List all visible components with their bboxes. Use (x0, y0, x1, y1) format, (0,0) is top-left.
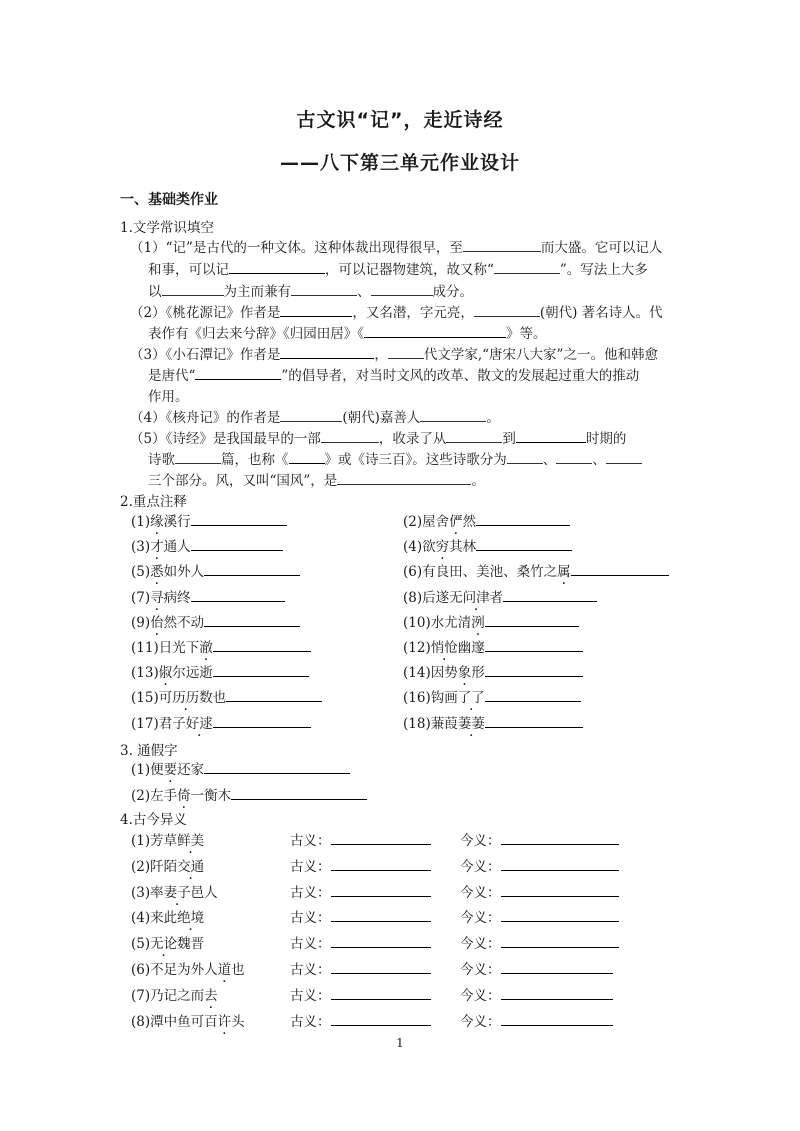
answer-blank[interactable] (280, 345, 374, 359)
q1-p5-line2: 诗歌 篇，也称《 》或《诗三百》。这些诗歌分为 、 、 (148, 448, 642, 468)
list-item: (6)有良田、美池、桑竹之属 (403, 560, 669, 580)
answer-blank[interactable] (191, 588, 285, 602)
jin-yi-field: 今义： (460, 881, 619, 901)
answer-blank[interactable] (291, 282, 357, 296)
answer-blank[interactable] (226, 688, 322, 702)
jin-yi-field: 今义： (460, 932, 619, 952)
answer-blank[interactable] (501, 908, 619, 922)
list-item: (13)俶尔远逝 (131, 661, 309, 681)
gu-yi-field: 古义： (290, 984, 431, 1004)
answer-blank[interactable] (280, 303, 352, 317)
list-item: (1)芳草鲜美 (131, 833, 205, 849)
answer-blank[interactable] (191, 537, 283, 551)
answer-blank[interactable] (195, 366, 281, 380)
list-item: (14)因势象形 (403, 661, 583, 681)
answer-blank[interactable] (474, 303, 540, 317)
answer-blank[interactable] (606, 450, 642, 464)
gu-yi-field: 古义： (290, 906, 431, 926)
jin-yi-field: 今义： (460, 1010, 613, 1030)
list-item: (4)来此绝境 (131, 910, 205, 927)
answer-blank[interactable] (213, 638, 311, 652)
list-item: (2)屋舍俨然 (403, 510, 570, 530)
list-item: (7)寻病终 (131, 586, 285, 606)
answer-blank[interactable] (204, 562, 300, 576)
list-item: (11)日光下澈 (131, 636, 311, 656)
answer-blank[interactable] (476, 537, 572, 551)
answer-blank[interactable] (446, 429, 502, 443)
jin-yi-field: 今义： (460, 855, 619, 875)
answer-blank[interactable] (364, 324, 506, 338)
answer-blank[interactable] (331, 934, 431, 948)
answer-blank[interactable] (463, 238, 541, 252)
list-item: (15)可历历数也 (131, 686, 322, 706)
answer-blank[interactable] (501, 960, 613, 974)
answer-blank[interactable] (388, 345, 424, 359)
list-item: (8)后遂无问津者 (403, 586, 597, 606)
list-item: (4)欲穷其林 (403, 535, 572, 555)
gu-yi-field: 古义： (290, 1010, 431, 1030)
answer-blank[interactable] (280, 408, 342, 422)
answer-blank[interactable] (501, 986, 613, 1000)
gu-yi-field: 古义： (290, 829, 431, 849)
jin-yi-field: 今义： (460, 984, 613, 1004)
answer-blank[interactable] (331, 908, 431, 922)
answer-blank[interactable] (331, 960, 431, 974)
answer-blank[interactable] (204, 613, 300, 627)
q1-heading: 1.文学常识填空 (120, 220, 214, 236)
answer-blank[interactable] (331, 1012, 431, 1026)
q1-p1-line1: （1）“记”是古代的一种文体。这种体裁出现得很早，至 而大盛。它可以记人 (130, 240, 663, 256)
list-item: (9)佁然不动 (131, 611, 300, 631)
answer-blank[interactable] (485, 688, 581, 702)
answer-blank[interactable] (571, 562, 669, 576)
answer-blank[interactable] (331, 831, 431, 845)
answer-blank[interactable] (420, 408, 486, 422)
answer-blank[interactable] (501, 831, 619, 845)
list-item: (18)蒹葭萋萋 (403, 712, 583, 732)
list-item: (10)水尤清洌 (403, 611, 579, 631)
answer-blank[interactable] (501, 934, 619, 948)
list-item: (7)乃记之而去 (131, 987, 218, 1004)
jin-yi-field: 今义： (460, 906, 619, 926)
list-item: (16)钩画了了 (403, 686, 581, 706)
answer-blank[interactable] (229, 260, 325, 274)
page-number: 1 (396, 1036, 404, 1050)
answer-blank[interactable] (175, 450, 221, 464)
list-item: (5)无论魏晋 (131, 936, 205, 953)
list-item: (2)左手倚一衡木 (131, 784, 367, 804)
q1-p3-line1: （3）《小石潭记》作者是 ， 代文学家,“唐宋八大家”之一。他和韩愈 (130, 347, 658, 363)
answer-blank[interactable] (331, 857, 431, 871)
list-item: (12)悄怆幽邃 (403, 636, 583, 656)
q3-heading: 3. 通假字 (120, 743, 178, 759)
list-item: (8)潭中鱼可百许头 (131, 1013, 245, 1030)
gu-yi-field: 古义： (290, 958, 431, 978)
page-subtitle: ——八下第三单元作业设计 (279, 152, 520, 174)
answer-blank[interactable] (204, 760, 350, 774)
jin-yi-field: 今义： (460, 829, 619, 849)
gu-yi-field: 古义： (290, 855, 431, 875)
q1-p5-line1: （5）《诗经》是我国最早的一部 ，收录了从 到 时期的 (130, 431, 627, 447)
list-item: (3)率妻子邑人 (131, 884, 218, 901)
answer-blank[interactable] (507, 450, 543, 464)
q1-p2-line2: 表作有《归去来兮辞》《归园田居》《 》等。 (148, 326, 547, 342)
list-item: (3)才通人 (131, 535, 283, 555)
answer-blank[interactable] (516, 429, 586, 443)
answer-blank[interactable] (162, 282, 224, 296)
answer-blank[interactable] (331, 883, 431, 897)
gu-yi-field: 古义： (290, 932, 431, 952)
answer-blank[interactable] (501, 883, 619, 897)
page-title: 古文识“记”，走近诗经 (296, 109, 504, 131)
answer-blank[interactable] (289, 450, 325, 464)
answer-blank[interactable] (501, 857, 619, 871)
answer-blank[interactable] (371, 282, 433, 296)
answer-blank[interactable] (503, 588, 597, 602)
answer-blank[interactable] (501, 1012, 613, 1026)
answer-blank[interactable] (321, 429, 379, 443)
q4-heading: 4.古今异义 (120, 812, 187, 828)
answer-blank[interactable] (331, 986, 431, 1000)
q1-p2-line1: （2）《桃花源记》作者是 ，又名潜，字元亮， (朝代) 著名诗人。代 (130, 305, 663, 321)
answer-blank[interactable] (213, 663, 309, 677)
answer-blank[interactable] (485, 663, 583, 677)
list-item: (6)不足为外人道也 (131, 962, 245, 978)
answer-blank[interactable] (337, 471, 471, 485)
list-item: (17)君子好逑 (131, 712, 311, 732)
answer-blank[interactable] (476, 512, 570, 526)
answer-blank[interactable] (213, 714, 311, 728)
answer-blank[interactable] (485, 714, 583, 728)
answer-blank[interactable] (231, 786, 367, 800)
section-heading: 一、基础类作业 (120, 192, 218, 208)
list-item: (1)缘溪行 (131, 510, 287, 530)
answer-blank[interactable] (556, 450, 592, 464)
q1-p3-line3: 作用。 (148, 389, 189, 405)
q1-p1-line3: 以 为主而兼有 、 成分。 (148, 284, 473, 300)
q1-p5-line3: 三个部分。风，又叫“国风”，是 。 (148, 473, 485, 489)
answer-blank[interactable] (191, 512, 287, 526)
q1-p1-line2: 和事，可以记 ，可以记器物建筑，故又称“ ”。写法上大多 (148, 262, 648, 278)
answer-blank[interactable] (485, 613, 579, 627)
list-item: (2)阡陌交通 (131, 858, 205, 875)
q2-heading: 2.重点注释 (120, 494, 187, 510)
answer-blank[interactable] (494, 260, 560, 274)
list-item: (1)便要还家 (131, 758, 350, 778)
q1-p3-line2: 是唐代“ ”的倡导者，对当时文风的改革、散文的发展起过重大的推动 (148, 368, 640, 384)
gu-yi-field: 古义： (290, 881, 431, 901)
jin-yi-field: 今义： (460, 958, 613, 978)
list-item: (5)悉如外人 (131, 560, 300, 580)
q1-p4-line1: （4）《核舟记》的作者是 (朝代)嘉善人 。 (130, 410, 500, 426)
answer-blank[interactable] (485, 638, 583, 652)
